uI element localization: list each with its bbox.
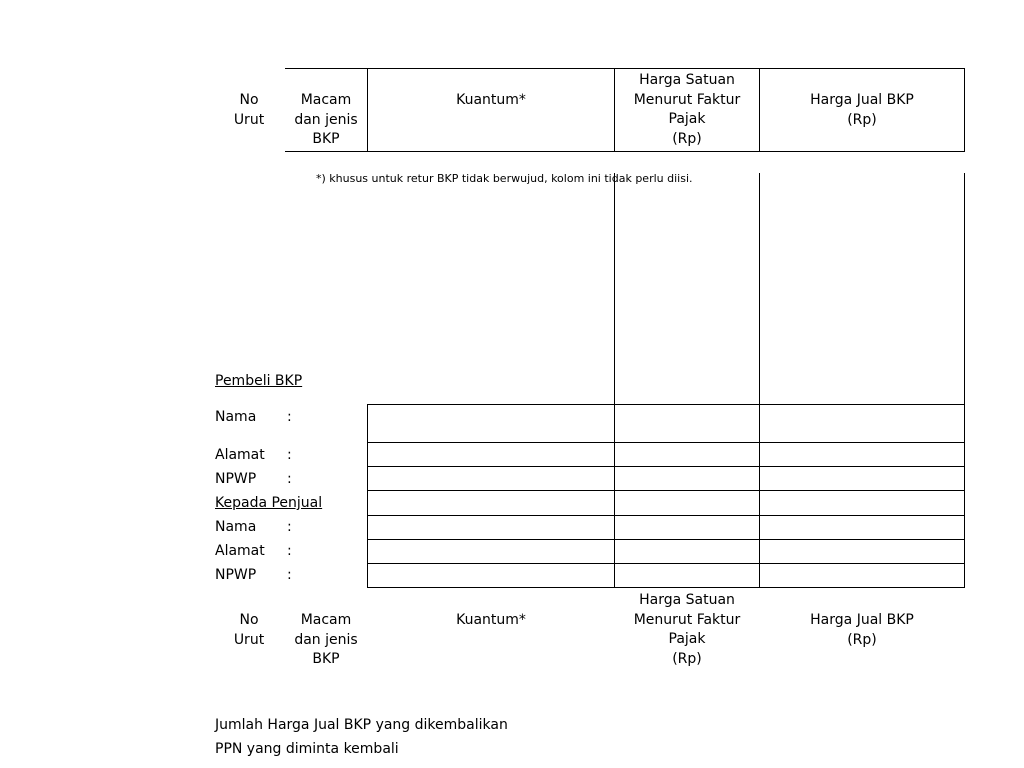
ppn-diminta-label: PPN yang diminta kembali bbox=[215, 741, 399, 757]
pembeli-title: Pembeli BKP bbox=[215, 373, 303, 389]
colon: : bbox=[287, 447, 292, 463]
col-header-no-urut: No Urut bbox=[233, 612, 265, 648]
body-divider bbox=[964, 173, 965, 587]
header-bottom-border bbox=[285, 151, 965, 152]
colon: : bbox=[287, 543, 292, 559]
col-header-kuantum: Kuantum* bbox=[456, 612, 526, 628]
header-top-border bbox=[285, 68, 965, 69]
row-line bbox=[367, 466, 965, 467]
col-header-no-urut: No Urut bbox=[233, 92, 265, 128]
colon: : bbox=[287, 567, 292, 583]
penjual-alamat-label: Alamat bbox=[215, 543, 265, 559]
body-divider bbox=[759, 173, 760, 587]
colon: : bbox=[287, 471, 292, 487]
pembeli-alamat-label: Alamat bbox=[215, 447, 265, 463]
row-line bbox=[367, 587, 965, 588]
footnote: *) khusus untuk retur BKP tidak berwujud, kolom ini tidak perlu diisi. bbox=[316, 172, 693, 185]
pembeli-nama-label: Nama bbox=[215, 409, 257, 425]
col-header-harga-jual: Harga Jual BKP (Rp) bbox=[810, 612, 914, 648]
colon: : bbox=[287, 409, 292, 425]
row-line bbox=[367, 442, 965, 443]
body-divider bbox=[614, 173, 615, 587]
penjual-nama-label: Nama bbox=[215, 519, 257, 535]
col-header-macam: Macam dan jenis BKP bbox=[294, 612, 358, 667]
col-header-harga-satuan: Harga Satuan Menurut Faktur Pajak (Rp) bbox=[633, 592, 741, 667]
body-divider bbox=[367, 404, 368, 587]
row-line bbox=[367, 563, 965, 564]
penjual-npwp-label: NPWP bbox=[215, 567, 257, 583]
col-header-kuantum: Kuantum* bbox=[456, 92, 526, 108]
pembeli-npwp-label: NPWP bbox=[215, 471, 257, 487]
header-divider bbox=[964, 68, 965, 151]
row-line bbox=[367, 490, 965, 491]
jumlah-harga-jual-label: Jumlah Harga Jual BKP yang dikembalikan bbox=[215, 717, 508, 733]
row-line bbox=[367, 515, 965, 516]
col-header-harga-jual: Harga Jual BKP (Rp) bbox=[810, 92, 914, 128]
col-header-harga-satuan: Harga Satuan Menurut Faktur Pajak (Rp) bbox=[633, 72, 741, 147]
row-line bbox=[367, 404, 965, 405]
col-header-macam: Macam dan jenis BKP bbox=[294, 92, 358, 147]
row-line bbox=[367, 539, 965, 540]
penjual-title: Kepada Penjual bbox=[215, 495, 323, 511]
colon: : bbox=[287, 519, 292, 535]
